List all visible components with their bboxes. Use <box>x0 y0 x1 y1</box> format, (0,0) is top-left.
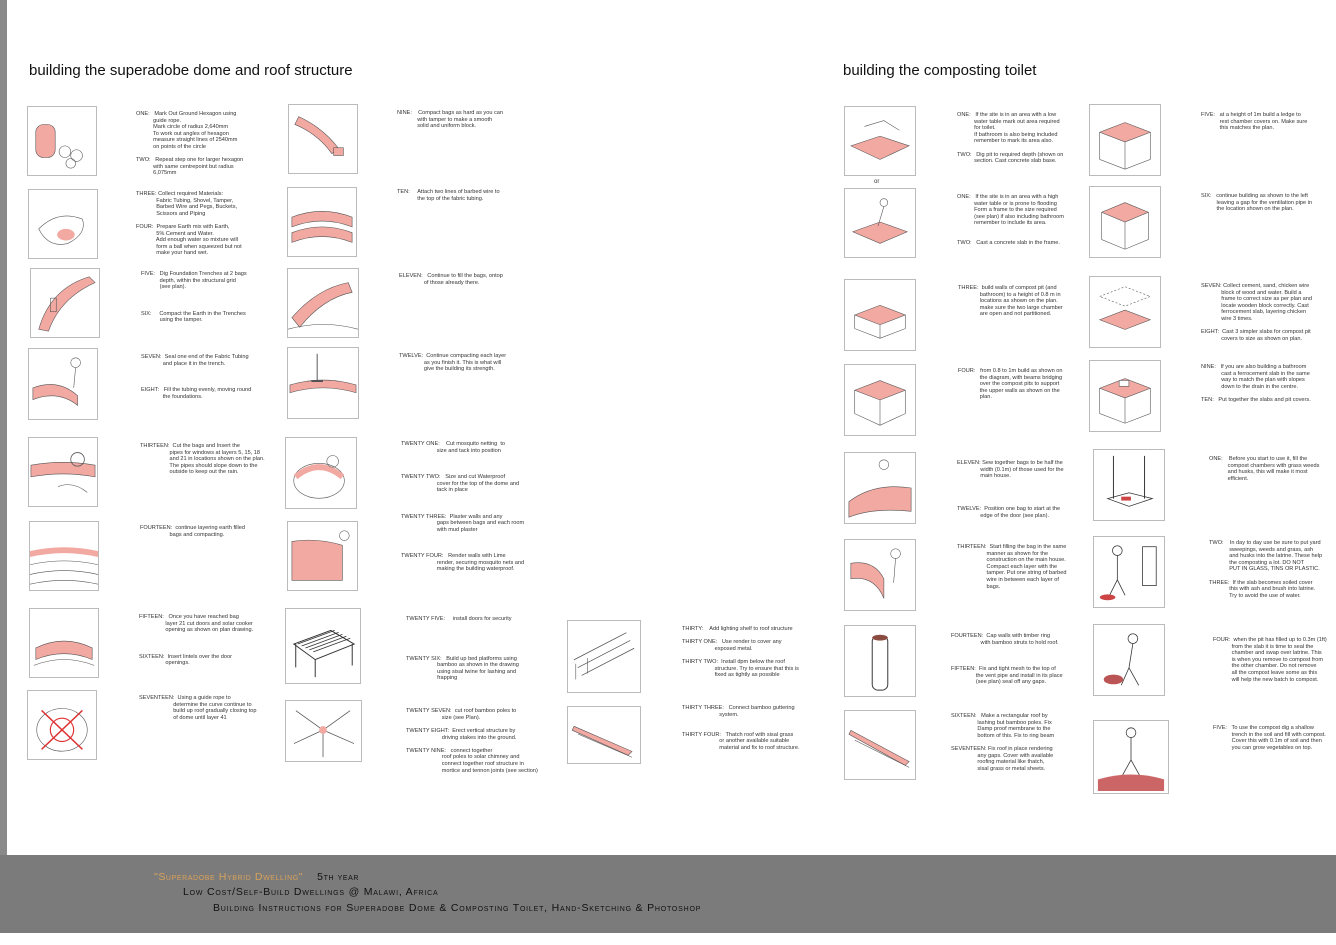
sketch-toilet-marking <box>844 106 916 176</box>
dome-step-seventeen: SEVENTEEN: Using a guide rope to determine the curve continue to build up roof gradually closing top of dome until layer 41 <box>139 695 257 721</box>
dome-step-fifteen-sixteen: FIFTEEN: Once you have reached bag layer 21 cut doors and solar cooker opening as shown on plan drawing. SIXTEEN: Insert lintels over the door openings. <box>139 614 254 667</box>
sketch-lighting-shelf <box>567 620 641 693</box>
sketch-upper-walls <box>844 364 916 436</box>
toilet-step-one-two-low: ONE: If the site is in an area with a low water table mark out area required for toilet. If bathroom is also being included remember to mark its area also. TWO: Dig pit to required depth (shown on section. Cast concrete slab base. <box>957 112 1064 165</box>
bottom-strip <box>0 933 1336 945</box>
toilet-step-thirteen: THIRTEEN: Start filling the bag in the same manner as shown for the construction on the main house. Compact each layer with the tamper. Put one string of barbed wire in between each layer of bags. <box>957 544 1067 590</box>
toilet-step-nine-ten: NINE: If you are also building a bathroom cast a ferrocement slab in the same way to match the plan with slopes down to the drain in the centre. TEN: Put together the slabs and pit covers. <box>1201 364 1311 403</box>
sketch-ledge <box>1089 104 1161 176</box>
sketch-window-pipes <box>28 437 98 507</box>
dome-section-title: building the superadobe dome and roof structure <box>29 62 353 79</box>
sketch-ventilation-gap <box>1089 186 1161 258</box>
toilet-step-sixteen-seventeen: SIXTEEN: Make a rectangular roof by lashing but bamboo poles. Fix Damp proof membrane to the bottom of this. Fix to ring beam SEVENTEEN: Fix roof in place rendering any gaps. Cover with available roofing material like thatch, sisal grass or metal sheets. <box>951 713 1055 772</box>
dome-step-one-two: ONE: Mark Out Ground Hexagon using guide rope. Mark circle of radius 2,640mm To work out angles of hexagon measure straight lines of 2540mm on points of the circle TWO: Repeat step one for larger hexagon with same centrepoint but radius 6,075mm <box>136 111 244 177</box>
sketch-layering <box>29 521 99 591</box>
toilet-step-seven-eight: SEVEN: Collect cement, sand, chicken wire block of wood and water. Build a frame to correct size as per plan and locate wooden block correctly. Cast ferrocement slab, layering chicken wire 3 times. EIGHT: Cast 3 simpler slabs for compost pit covers to size as shown on plan. <box>1201 283 1312 342</box>
sketch-roof-poles <box>285 700 362 762</box>
sketch-plastering <box>287 521 358 591</box>
sketch-daily-use <box>1093 536 1165 608</box>
dome-step-seven-eight: SEVEN: Seal one end of the Fabric Tubing and place it in the trench. EIGHT: Fill the tubing evenly, moving round the foundations. <box>141 354 252 400</box>
sketch-toilet-frame <box>844 188 916 258</box>
toilet-section-title: building the composting toilet <box>843 62 1037 79</box>
sketch-filling-bags <box>287 268 359 338</box>
sketch-ferrocement-slab <box>1089 276 1161 348</box>
footer-line-3: Building Instructions for Superadobe Dome & Composting Toilet, Hand-Sketching & Photoshop <box>213 902 702 914</box>
sketch-compost-pit-walls <box>844 279 916 351</box>
sketch-barbed-wire <box>287 187 357 257</box>
dome-step-ten: TEN: Attach two lines of barbed wire to the top of the fabric tubing. <box>397 189 500 202</box>
sketch-vent-pipe <box>844 625 916 697</box>
dome-step-fourteen: FOURTEEN: continue layering earth filled bags and compacting. <box>140 525 245 538</box>
toilet-step-five: FIVE: at a height of 1m build a ledge to rest chamber covers on. Make sure this matches the plan. <box>1201 112 1308 132</box>
toilet-step-one-two-high: ONE: If the site is in an area with a high water table or is prone to flooding Form a frame to the size required (see plan) if also including bathroom remember to include its area. TWO: Cast a concrete slab in the frame. <box>957 194 1064 247</box>
dome-step-three-four: THREE: Collect required Materials: Fabric Tubing, Shovel, Tamper, Barbed Wire and Pegs, Buckets, Scissors and Piping FOUR: Prepare Earth mix with Earth, 5% Cement and Water. Add enough water so mixture will form a ball when squeezed but not make your hand wet. <box>136 191 242 257</box>
toilet-use-step-two-three: TWO: In day to day use be sure to put yard sweepings, weeds and grass, ash and husks into the latrine. These help the composting a lot. DO NOT PUT IN GLASS, TINS OR PLASTIC. THREE: If the slab becomes soiled cover this with ash and brush into latrine. Try to avoid the use of water. <box>1209 540 1323 599</box>
toilet-step-six: SIX: continue building as shown to the left leaving a gap for the ventilation pipe in the location shown on the plan. <box>1201 193 1313 213</box>
footer-line-1 <box>154 871 359 883</box>
left-border <box>0 0 7 945</box>
sketch-materials <box>28 189 98 259</box>
toilet-use-step-four: FOUR: when the pit has filled up to 0.3m (1ft) from the slab it is time to seal the chamber and swap over latrine. This is when you remove to compost from the other chamber. Do not remove all the compost leave some as this will help the new batch to compost. <box>1213 637 1327 683</box>
sketch-filling-toilet-bag <box>844 539 916 611</box>
project-year: 5th year <box>317 871 360 883</box>
sketch-compacting-layers <box>287 347 359 419</box>
toilet-step-four: FOUR: from 0.8 to 1m build as shown on the diagram, with beams bridging over the compost pits to support the upper walls as shown on the plan. <box>958 368 1063 401</box>
footer-line-2: Low Cost/Self-Build Dwellings @ Malawi, Africa <box>183 886 439 898</box>
sketch-fabric-tubing <box>28 348 98 420</box>
sketch-toilet-roof <box>844 710 916 780</box>
dome-step-twenty-five-to-nine: TWENTY FIVE: install doors for security TWENTY SIX: Build up bed platforms using bamboo as shown in the drawing using sisal twine for lashing and frapping TWENTY SEVEN: cut roof bamboo poles to size (see Plan). TWENTY EIGHT: Erect vertical structure by driving stakes into the ground. TWENTY NINE: connect together roof poles to solar chimney and connect together roof structure in mortice and tennon joints (see section) <box>406 616 538 774</box>
project-title: "Superadobe Hybrid Dwelling" <box>154 871 304 883</box>
sketch-slabs-covers <box>1089 360 1161 432</box>
sketch-using-compost <box>1093 720 1169 794</box>
dome-step-five-six: FIVE: Dig Foundation Trenches at 2 bags depth, within the structural grid (see plan). SIX: Compact the Earth in the Trenches using the tamper. <box>141 271 247 324</box>
dome-step-thirty-to-thirty-four: THIRTY: Add lighting shelf to roof structure THIRTY ONE: Use render to cover any exposed metal. THIRTY TWO: Install dpm below the roof structure. Try to ensure that this is fixed as tightly as possible THIRTY THREE: Connect bamboo guttering system. THIRTY FOUR: Thatch roof with sisal grass or another available suitable material and fix to roof structure. <box>682 626 800 751</box>
dome-step-thirteen: THIRTEEN: Cut the bags and Insert the pipes for windows at layers 5, 15, 18 and 21 in locations shown on the plan. The pipes should slope down to the outside to keep out the rain. <box>140 443 265 476</box>
toilet-step-three: THREE: build walls of compost pit (and bathroom) to a height of 0.8 m in locations as shown on the plan. make sure the two large chamber are open and not partitioned. <box>958 285 1063 318</box>
toilet-step-fourteen-fifteen: FOURTEEN: Cap walls with timber ring with bamboo struts to hold roof. FIFTEEN: Fix and tight mesh to the top of the vent pipe and install in its place (see plan) seal off any gaps. <box>951 633 1063 686</box>
sketch-bed-platform <box>285 608 361 684</box>
sketch-compost-chambers <box>1093 449 1165 521</box>
dome-step-nine: NINE: Compact bags as hard as you can with tamper to make a smooth solid and uniform block. <box>397 110 504 130</box>
sketch-mosquito-netting <box>285 437 357 509</box>
dome-step-twelve: TWELVE: Continue compacting each layer as you finish it. This is what will give the building its strength. <box>399 353 507 373</box>
footer-band <box>0 855 1336 945</box>
sketch-doors-openings <box>29 608 99 678</box>
toilet-use-step-one: ONE: Before you start to use it, fill the compost chambers with grass weeds and husks, this will make it most efficient. <box>1209 456 1320 482</box>
sketch-dome-curve <box>27 690 97 760</box>
sketch-foundation-trench <box>30 268 100 338</box>
sketch-sewing-bags <box>844 452 916 524</box>
dome-step-twenty-one-to-four: TWENTY ONE: Cut mosquito netting to size and tack into position TWENTY TWO: Size and cut Waterproof cover for the top of the dome and tack in place TWENTY THREE: Plaster walls and any gaps between bags and each room with mud plaster TWENTY FOUR: Render walls with Lime render, securing mosquito nets and making the building waterproof. <box>401 441 525 573</box>
sketch-swap-latrine <box>1093 624 1165 696</box>
dome-step-eleven: ELEVEN: Continue to fill the bags, ontop of those already there. <box>399 273 503 286</box>
toilet-step-eleven-twelve: ELEVEN: Sew together bags to be half the width (0.1m) of those used for the main house. TWELVE: Position one bag to start at the edge of the door (see plan). <box>957 460 1064 519</box>
sketch-guttering <box>567 706 641 764</box>
or-label: or <box>874 179 880 185</box>
toilet-use-step-five: FIVE: To use the compost dig a shallow trench in the soil and fill with compost. Cover this with 0.1m of soil and then you can grow vegetables on top. <box>1213 725 1326 751</box>
sketch-compacting-bags <box>288 104 358 174</box>
sketch-ground-hexagon <box>27 106 97 176</box>
